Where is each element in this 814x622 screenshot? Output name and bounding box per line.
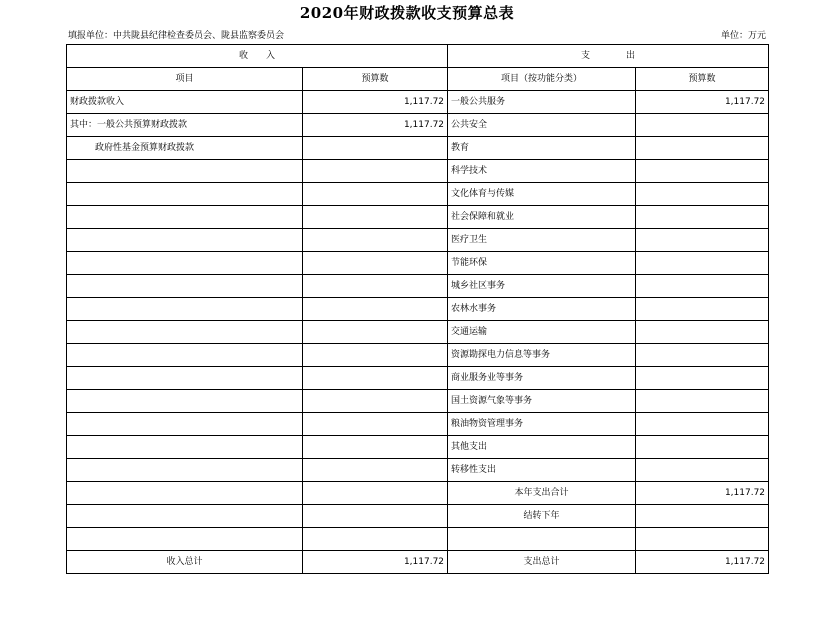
expense-item: 文化体育与传媒: [448, 183, 636, 206]
empty-cell: [303, 413, 448, 436]
expense-item: 科学技术: [448, 160, 636, 183]
expense-year-total-value: 1,117.72: [636, 482, 769, 505]
table-row: [67, 528, 769, 551]
income-item: 政府性基金预算财政拨款: [67, 137, 303, 160]
empty-cell: [303, 160, 448, 183]
income-total-value: 1,117.72: [303, 551, 448, 574]
income-value: 1,117.72: [303, 91, 448, 114]
empty-cell: [303, 252, 448, 275]
expense-item: 国土资源气象等事务: [448, 390, 636, 413]
expense-value: [636, 321, 769, 344]
expense-value: [636, 275, 769, 298]
expense-value: [636, 436, 769, 459]
expense-value: [636, 367, 769, 390]
section-header-row: [67, 45, 769, 68]
expense-year-total-label: 本年支出合计: [448, 482, 636, 505]
expense-total-value: 1,117.72: [636, 551, 769, 574]
empty-cell: [303, 505, 448, 528]
empty-cell: [303, 344, 448, 367]
empty-cell: [303, 229, 448, 252]
empty-cell: [448, 528, 636, 551]
expense-value: [636, 206, 769, 229]
carry-forward-value: [636, 505, 769, 528]
table-row: [67, 275, 769, 298]
empty-cell: [303, 183, 448, 206]
empty-cell: [303, 275, 448, 298]
table-row: [67, 298, 769, 321]
page-title: 2020年财政拨款收支预算总表: [299, 4, 515, 22]
carry-forward-label: 结转下年: [448, 505, 636, 528]
empty-cell: [67, 459, 303, 482]
expense-value: [636, 344, 769, 367]
income-item: 财政拨款收入: [67, 91, 303, 114]
empty-cell: [67, 505, 303, 528]
expense-value: [636, 160, 769, 183]
expense-total-label: 支出总计: [448, 551, 636, 574]
table-row: [67, 390, 769, 413]
empty-cell: [67, 229, 303, 252]
table-row: [67, 206, 769, 229]
empty-cell: [636, 528, 769, 551]
empty-cell: [67, 160, 303, 183]
empty-cell: [67, 321, 303, 344]
table-row: [67, 413, 769, 436]
expense-item: 农林水事务: [448, 298, 636, 321]
table-row: [67, 160, 769, 183]
expense-item: 商业服务业等事务: [448, 367, 636, 390]
expense-budget-header: 预算数: [636, 68, 769, 91]
table-row: [67, 114, 769, 137]
empty-cell: [67, 252, 303, 275]
budget-table: [66, 44, 769, 574]
empty-cell: [303, 367, 448, 390]
column-header-row: [67, 68, 769, 91]
empty-cell: [67, 206, 303, 229]
table-row: [67, 229, 769, 252]
expense-item: 教育: [448, 137, 636, 160]
table-row: [67, 137, 769, 160]
totals-row: [67, 551, 769, 574]
income-value: 1,117.72: [303, 114, 448, 137]
expense-section-header: 支 出: [448, 45, 769, 68]
empty-cell: [67, 275, 303, 298]
expense-item: 节能环保: [448, 252, 636, 275]
expense-value: [636, 137, 769, 160]
expense-item: 公共安全: [448, 114, 636, 137]
empty-cell: [303, 321, 448, 344]
empty-cell: [67, 298, 303, 321]
table-row: [67, 505, 769, 528]
empty-cell: [67, 367, 303, 390]
expense-value: [636, 298, 769, 321]
empty-cell: [67, 183, 303, 206]
expense-item: 交通运输: [448, 321, 636, 344]
expense-item: 其他支出: [448, 436, 636, 459]
table-row: [67, 482, 769, 505]
table-row: [67, 183, 769, 206]
expense-value: [636, 390, 769, 413]
expense-item: 城乡社区事务: [448, 275, 636, 298]
expense-value: [636, 413, 769, 436]
empty-cell: [303, 206, 448, 229]
empty-cell: [67, 528, 303, 551]
empty-cell: [303, 298, 448, 321]
expense-value: [636, 183, 769, 206]
empty-cell: [303, 528, 448, 551]
expense-item: 医疗卫生: [448, 229, 636, 252]
expense-item: 社会保障和就业: [448, 206, 636, 229]
empty-cell: [67, 344, 303, 367]
empty-cell: [303, 459, 448, 482]
income-item-header: 项目: [67, 68, 303, 91]
empty-cell: [67, 436, 303, 459]
expense-value: [636, 459, 769, 482]
expense-item-header: 项目（按功能分类）: [448, 68, 636, 91]
income-budget-header: 预算数: [303, 68, 448, 91]
empty-cell: [67, 482, 303, 505]
empty-cell: [303, 390, 448, 413]
currency-unit: 单位：万元: [720, 31, 766, 41]
expense-value: [636, 229, 769, 252]
empty-cell: [67, 390, 303, 413]
table-row: [67, 321, 769, 344]
expense-value: [636, 114, 769, 137]
table-row: [67, 344, 769, 367]
table-row: [67, 91, 769, 114]
expense-item: 粮油物资管理事务: [448, 413, 636, 436]
table-row: [67, 459, 769, 482]
empty-cell: [303, 436, 448, 459]
empty-cell: [303, 482, 448, 505]
expense-item: 转移性支出: [448, 459, 636, 482]
expense-item: 一般公共服务: [448, 91, 636, 114]
income-total-label: 收入总计: [67, 551, 303, 574]
income-section-header: 收 入: [67, 45, 448, 68]
table-row: [67, 436, 769, 459]
empty-cell: [67, 413, 303, 436]
expense-value: [636, 252, 769, 275]
table-row: [67, 252, 769, 275]
table-row: [67, 367, 769, 390]
expense-item: 资源勘探电力信息等事务: [448, 344, 636, 367]
reporting-unit: 填报单位：中共陇县纪律检查委员会、陇县监察委员会: [68, 31, 285, 41]
income-item: 其中：一般公共预算财政拨款: [67, 114, 303, 137]
expense-value: 1,117.72: [636, 91, 769, 114]
income-value: [303, 137, 448, 160]
